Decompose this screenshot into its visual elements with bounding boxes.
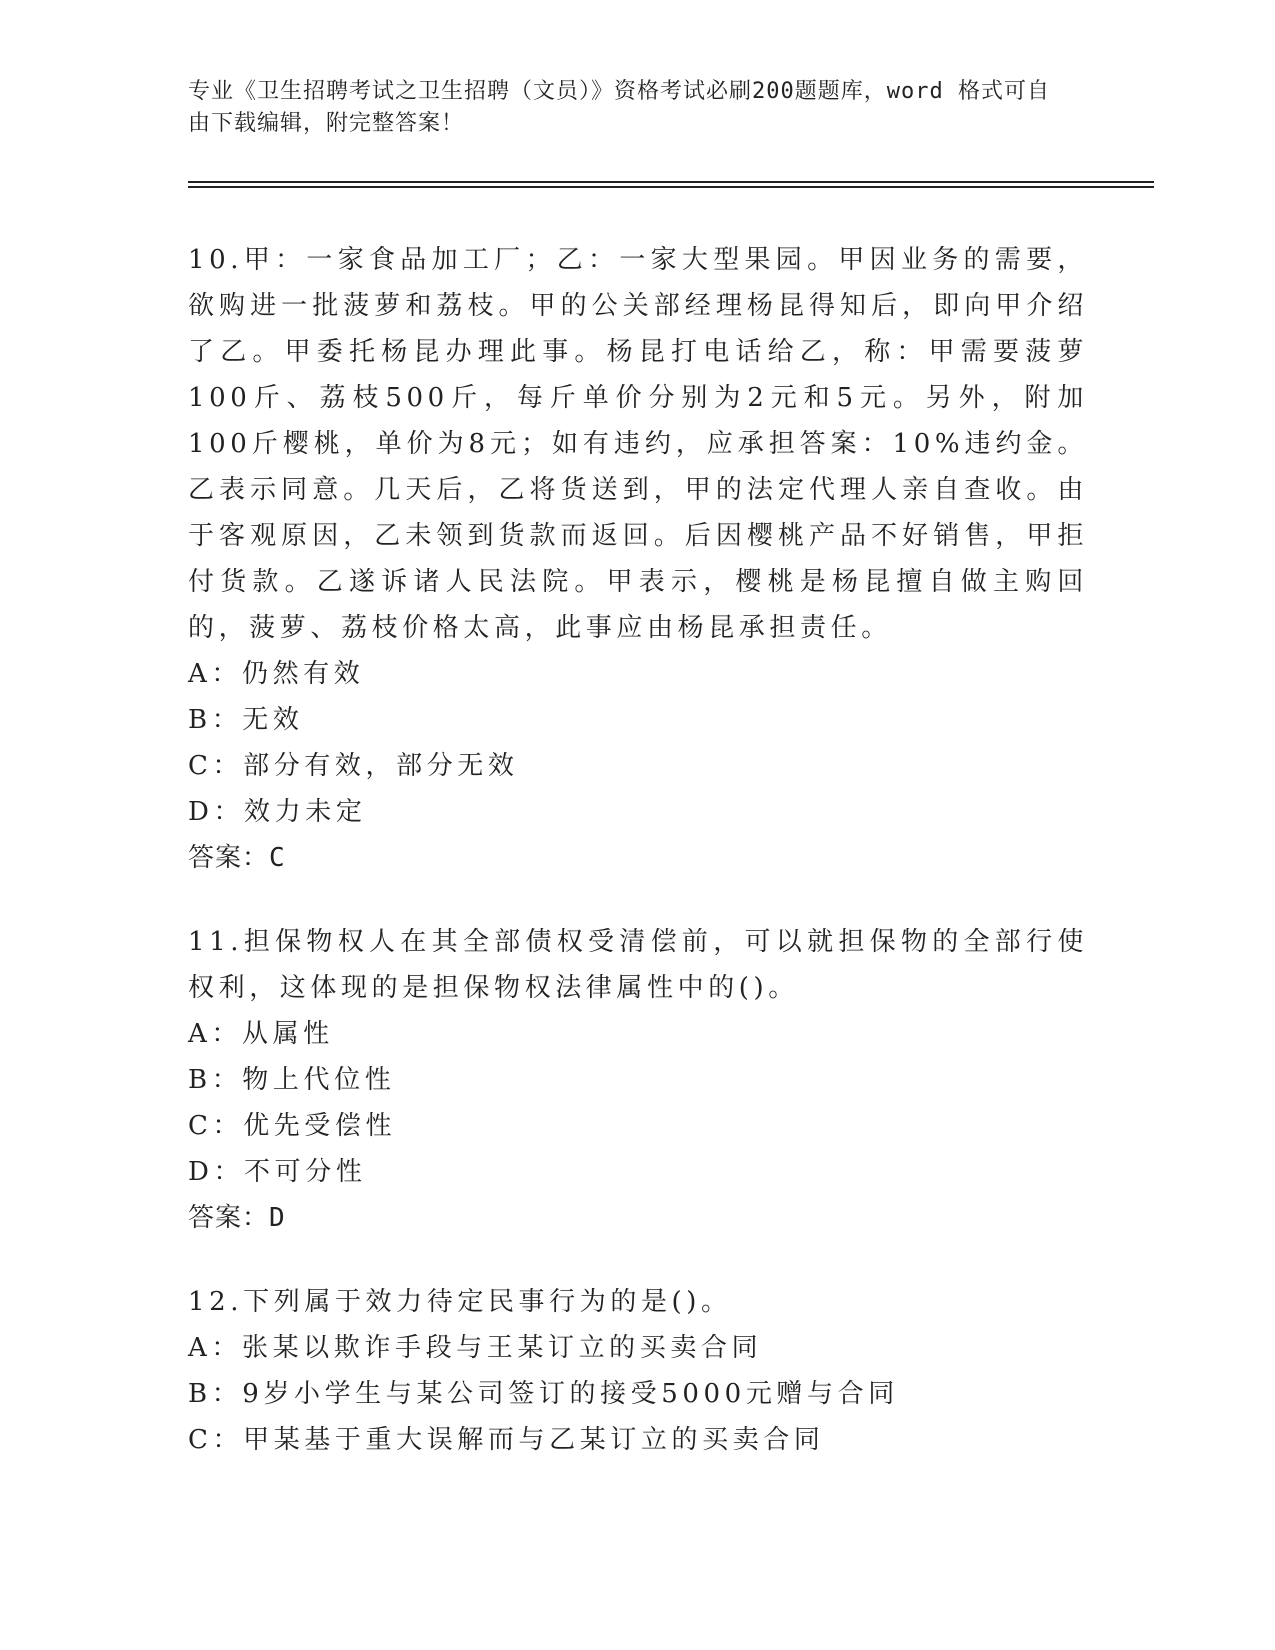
option-d: D：不可分性 xyxy=(188,1157,367,1187)
option-c: C：优先受偿性 xyxy=(188,1111,397,1141)
page-header: 专业《卫生招聘考试之卫生招聘（文员）》资格考试必刷200题题库，word 格式可自由下载编辑，附完整答案！ xyxy=(188,79,1050,136)
option-a: A：仍然有效 xyxy=(188,659,365,689)
answer: 答案：C xyxy=(188,843,286,873)
option-b: B：9岁小学生与某公司签订的接受5000元赠与合同 xyxy=(188,1379,899,1409)
question-11 xyxy=(188,919,1088,1241)
option-b: B：物上代位性 xyxy=(188,1065,396,1095)
question-stem: 10.甲：一家食品加工厂；乙：一家大型果园。甲因业务的需要，欲购进一批菠萝和荔枝。甲的公关部经理杨昆得知后，即向甲介绍了乙。甲委托杨昆办理此事。杨昆打电话给乙，称：甲需要菠萝100斤、荔枝500斤，每斤单价分别为2元和5元。另外，附加100斤樱桃，单价为8元；如有违约，应承担答案：10%违约金。乙表示同意。几天后，乙将货送到，甲的法定代理人亲自查收。由于客观原因，乙未领到货款而返回。后因樱桃产品不好销售，甲拒付货款。乙遂诉诸人民法院。甲表示，樱桃是杨昆擅自做主购回的，菠萝、荔枝价格太高，此事应由杨昆承担责任。 xyxy=(188,245,1088,643)
question-12 xyxy=(188,1279,1088,1463)
option-b: B：无效 xyxy=(188,705,304,735)
question-10 xyxy=(188,237,1088,881)
question-list xyxy=(188,237,1088,1501)
option-c: C：甲某基于重大误解而与乙某订立的买卖合同 xyxy=(188,1425,825,1455)
option-d: D：效力未定 xyxy=(188,797,367,827)
option-a: A：从属性 xyxy=(188,1019,334,1049)
option-c: C：部分有效，部分无效 xyxy=(188,751,519,781)
question-stem: 12.下列属于效力待定民事行为的是()。 xyxy=(188,1287,732,1317)
option-a: A：张某以欺诈手段与王某订立的买卖合同 xyxy=(188,1333,763,1363)
question-stem: 11.担保物权人在其全部债权受清偿前，可以就担保物的全部行使权利，这体现的是担保物权法律属性中的()。 xyxy=(188,927,1088,1003)
header-rule-top xyxy=(188,181,1154,183)
answer: 答案：D xyxy=(188,1203,286,1233)
header-rule-bottom xyxy=(188,186,1154,188)
